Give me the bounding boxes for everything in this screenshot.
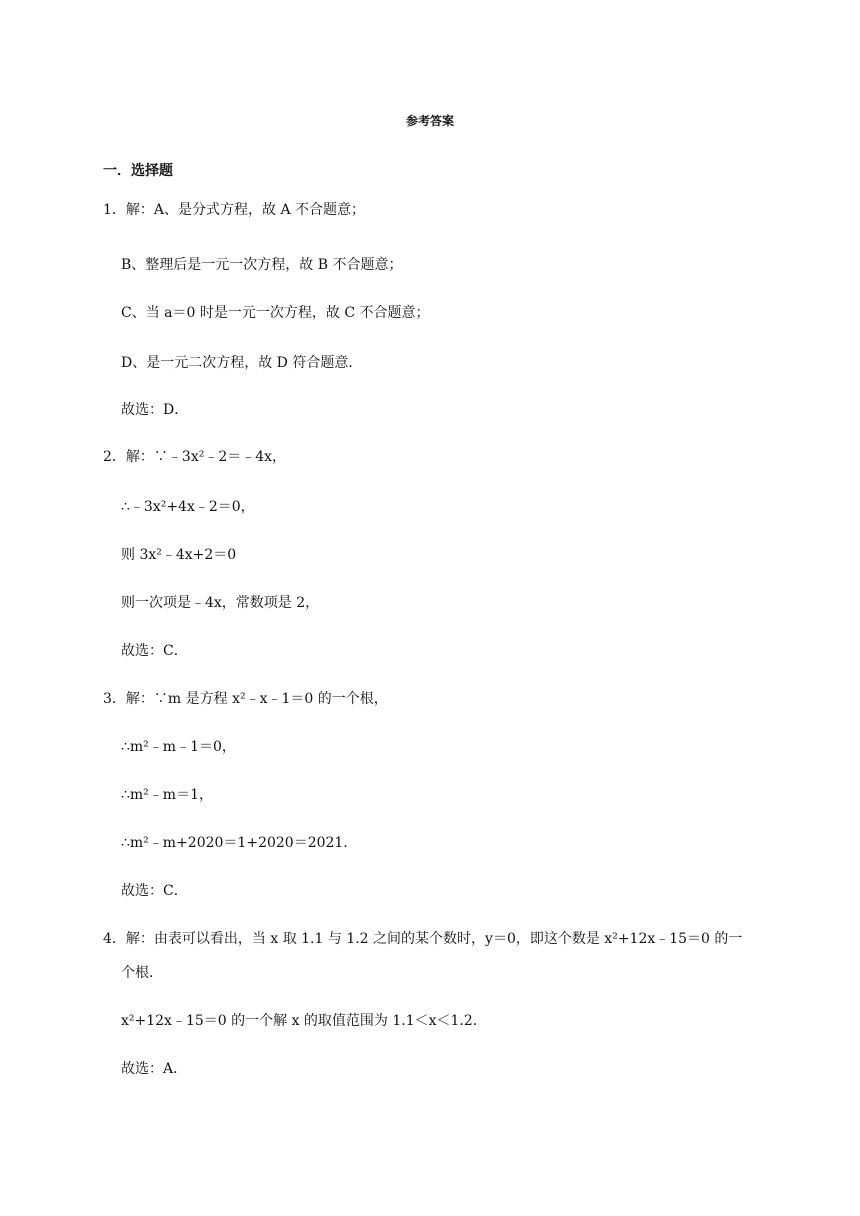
answer-line: 故选：A． [121,1061,188,1077]
answer-line: C、当 a＝0 时是一元一次方程，故 C 不合题意； [121,305,430,321]
answer-line: 1．解：A、是分式方程，故 A 不合题意； [103,202,366,218]
answer-line: 故选：C． [121,883,188,899]
answer-line: ∴m²﹣m﹣1＝0， [121,739,236,755]
answer-line: 故选：D． [121,402,189,418]
answer-line: 则一次项是﹣4x，常数项是 2， [121,595,320,611]
answer-line: D、是一元二次方程，故 D 符合题意． [121,355,363,371]
answer-line: ∴﹣3x²+4x﹣2＝0， [121,499,255,515]
answer-line: 个根． [121,965,163,981]
answer-line: ∴m²﹣m+2020＝1+2020＝2021． [121,835,358,851]
answer-line: ∴m²﹣m＝1， [121,787,213,803]
answer-line: 2．解：∵﹣3x²﹣2＝﹣4x， [103,449,287,465]
answer-line: 故选：C． [121,643,188,659]
answer-line: B、整理后是一元一次方程，故 B 不合题意； [121,257,403,273]
answer-line: x²+12x﹣15＝0 的一个解 x 的取值范围为 1.1＜x＜1.2． [121,1013,487,1029]
answer-line: 4．解：由表可以看出，当 x 取 1.1 与 1.2 之间的某个数时，y＝0，即这个数是 x²+12x﹣15＝0 的一 [103,931,743,947]
answer-line: 3．解：∵m 是方程 x²﹣x﹣1＝0 的一个根， [103,691,388,707]
page-title: 参考答案 [405,114,454,128]
answer-line: 则 3x²﹣4x+2＝0 [121,547,237,563]
section-heading: 一．选择题 [103,163,173,179]
